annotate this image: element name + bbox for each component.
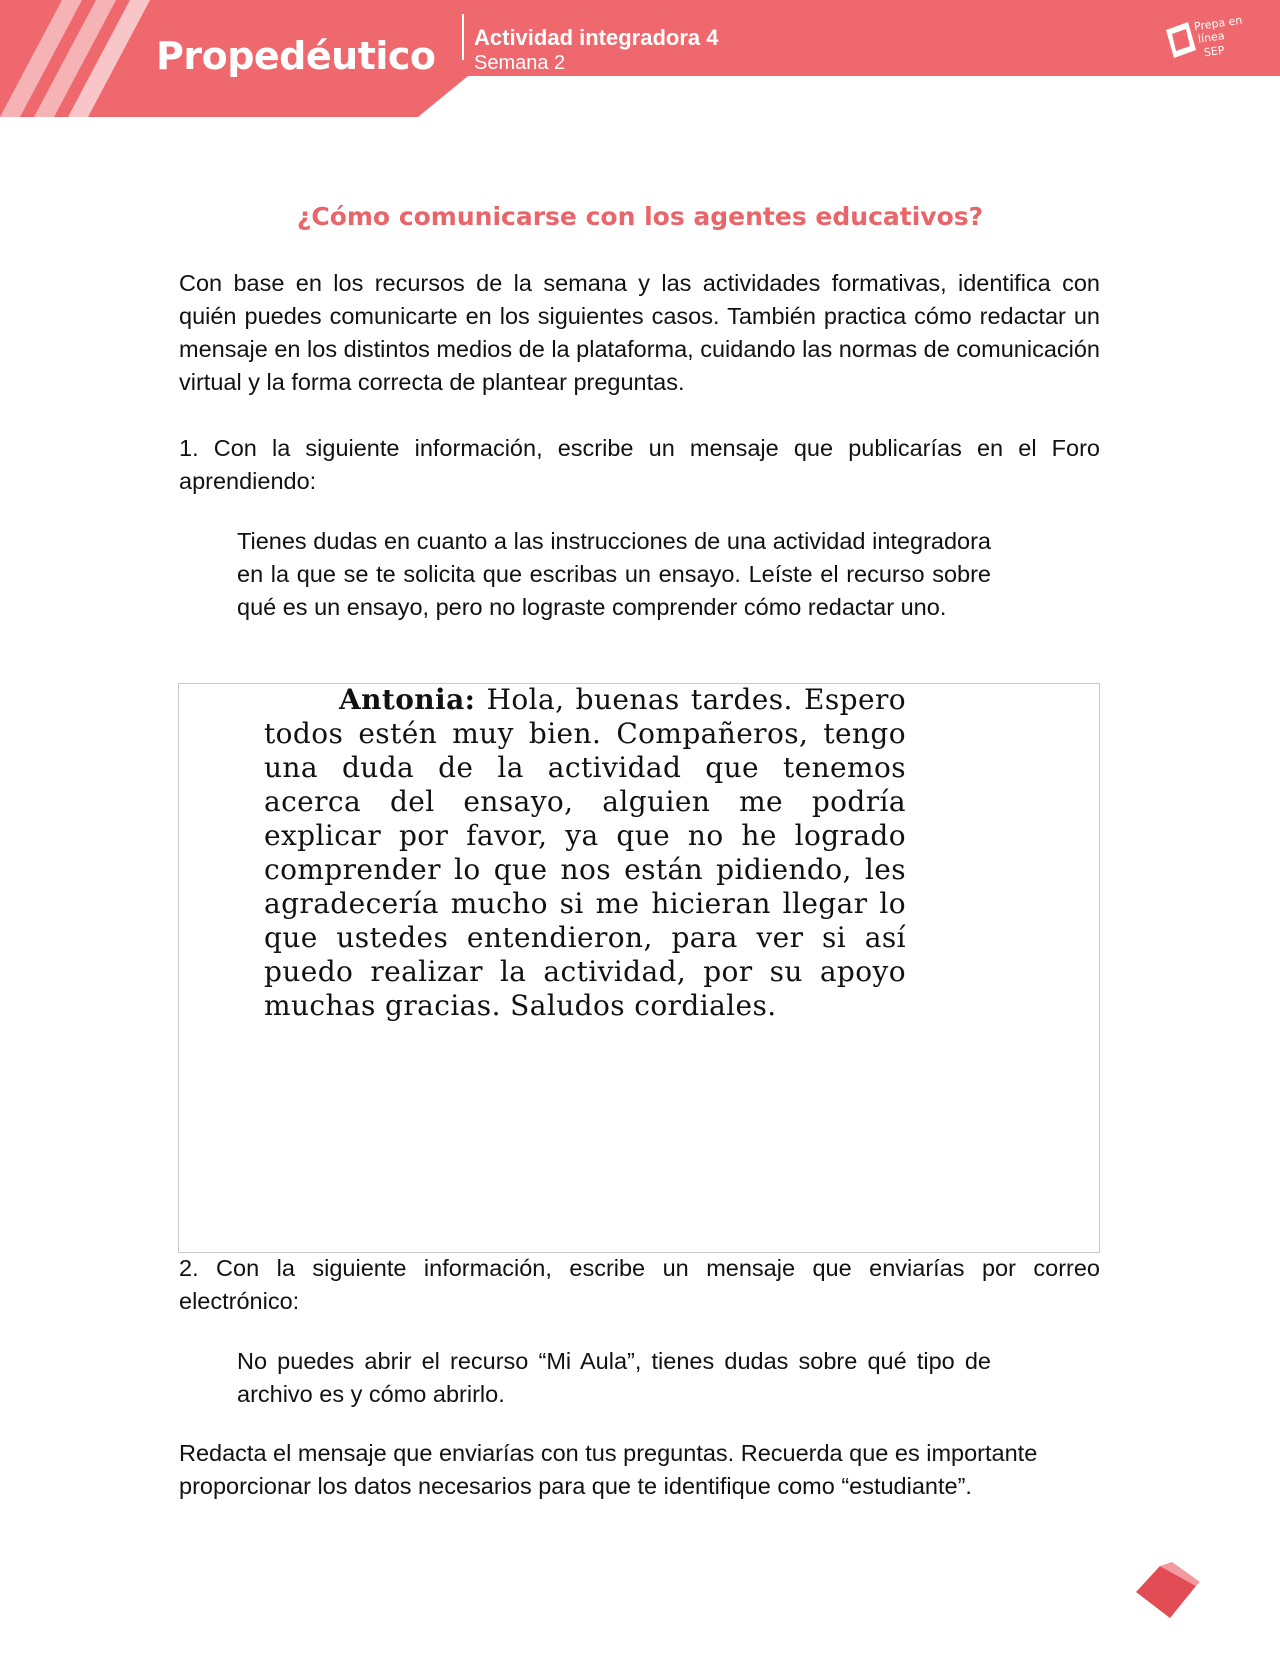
activity-week: Semana 2 bbox=[474, 52, 566, 74]
intro-paragraph: Con base en los recursos de la semana y las actividades formativas, identifica con quién puedes comunicarte en los siguientes casos. También practica cómo redactar un mensaje en los distintos medios de la plataforma, cuidando las normas de comunicación virtual y la forma correcta de plantear preguntas. bbox=[179, 270, 1100, 395]
answer-1-message: Hola, buenas tardes. Espero todos estén muy bien. Compañeros, tengo una duda de la actividad que tenemos acerca del ensayo, alguien me podría explicar por favor, ya que no he logrado comprender lo que nos están pidiendo, les agradecería mucho si me hicieran llegar lo que ustedes entendieron, para ver si así puedo realizar la actividad, por su apoyo muchas gracias. Saludos cordiales. bbox=[264, 683, 906, 1022]
question-2-prompt: 2. Con la siguiente información, escribe un mensaje que enviarías por correo electrónico: bbox=[179, 1255, 1100, 1314]
logo-mark-icon bbox=[1164, 20, 1198, 60]
page-title: ¿Cómo comunicarse con los agentes educativos? bbox=[296, 202, 984, 231]
logo-text-linea: línea bbox=[1197, 29, 1226, 46]
brand-title: Propedéutico bbox=[156, 34, 436, 78]
footer-diamond-icon bbox=[1130, 1558, 1202, 1630]
question-1-prompt: 1. Con la siguiente información, escribe un mensaje que publicarías en el Foro aprendiendo: bbox=[179, 435, 1100, 494]
page-header bbox=[0, 0, 1280, 120]
logo-text-prepa: Prepa en bbox=[1193, 13, 1244, 34]
question-1-case: Tienes dudas en cuanto a las instrucciones de una actividad integradora en la que se te solicita que escribas un ensayo. Leíste el recurso sobre qué es un ensayo, pero no lograste comprender cómo redactar uno. bbox=[237, 528, 991, 620]
header-divider bbox=[462, 14, 464, 60]
logo-text-sep: SEP bbox=[1203, 43, 1226, 60]
activity-title: Actividad integradora 4 bbox=[474, 25, 719, 50]
answer-1-author: Antonia: bbox=[339, 683, 476, 716]
answer-1-text bbox=[264, 683, 906, 1023]
prepa-en-linea-logo bbox=[1164, 12, 1244, 66]
question-2-case: No puedes abrir el recurso “Mi Aula”, tienes dudas sobre qué tipo de archivo es y cómo abrirlo. bbox=[237, 1348, 991, 1407]
closing-paragraph: Redacta el mensaje que enviarías con tus preguntas. Recuerda que es importante proporcionar los datos necesarios para que te identifique como “estudiante”. bbox=[179, 1440, 1038, 1499]
